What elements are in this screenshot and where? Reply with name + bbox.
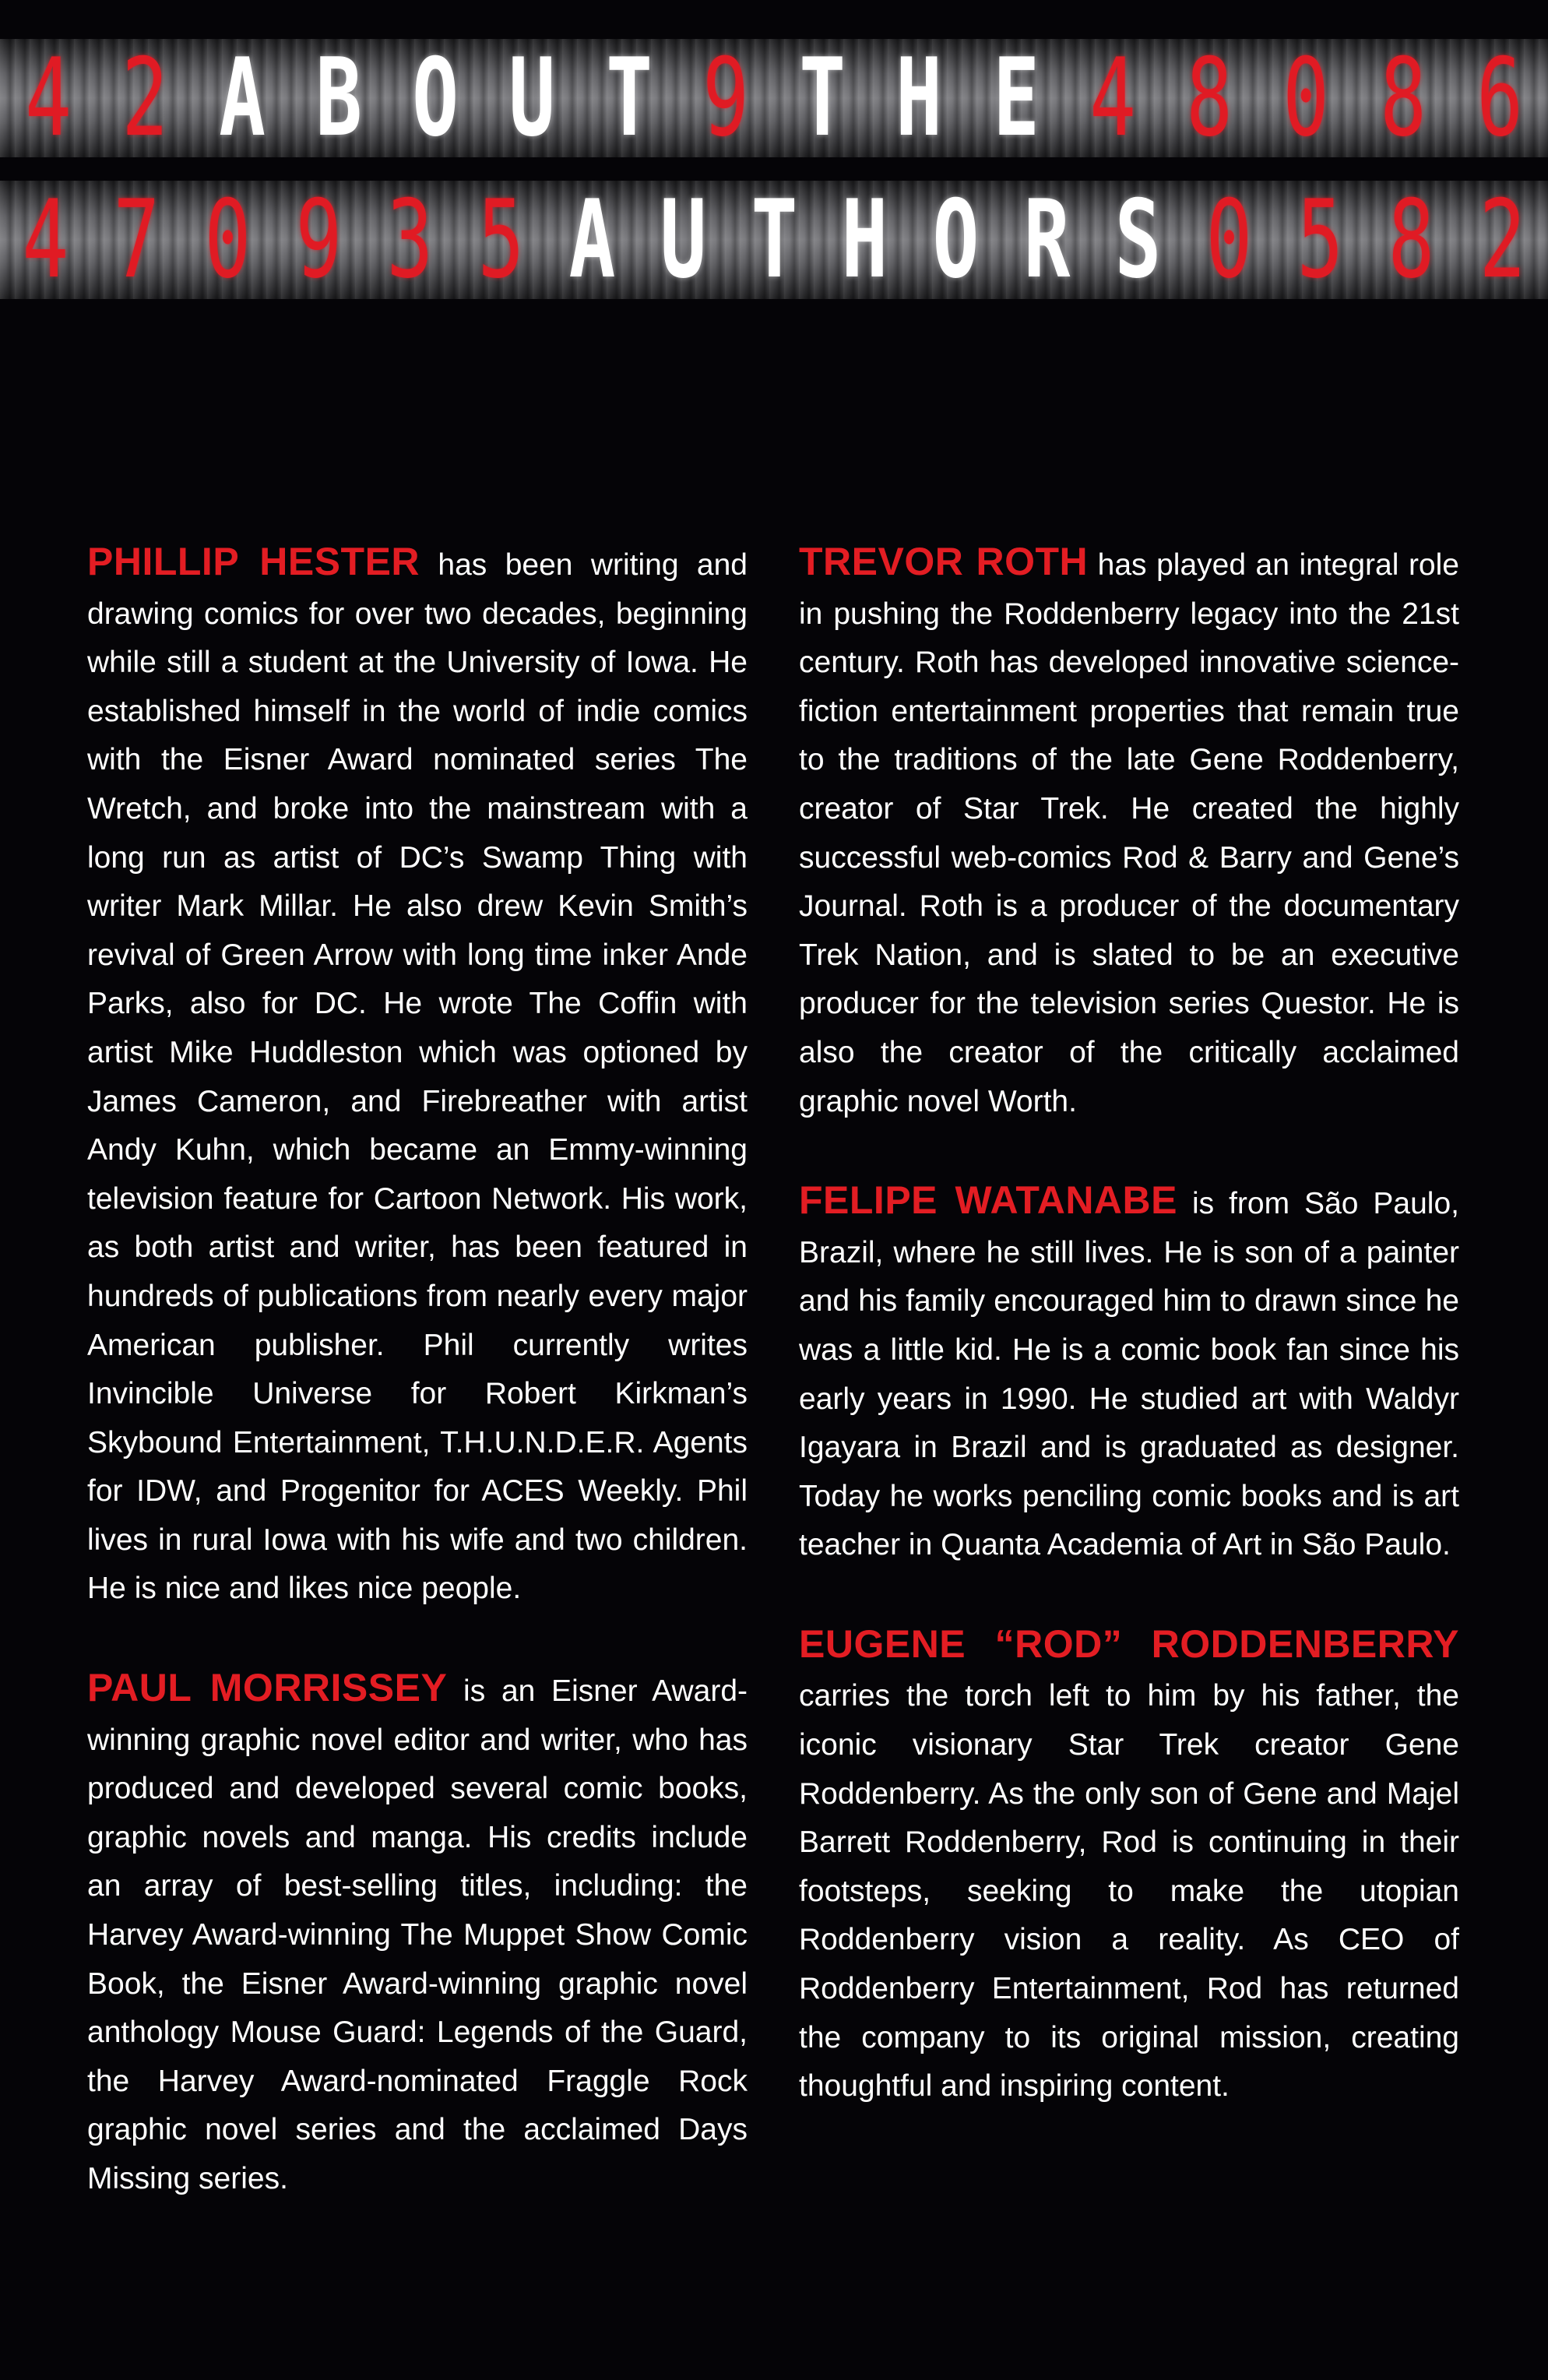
- left-column: [87, 537, 748, 2254]
- bio-phillip-hester: [87, 537, 748, 1614]
- banner-char: 7: [113, 181, 160, 299]
- banner-char: 8: [1379, 39, 1427, 157]
- bio-text: has played an integral role in pushing the Roddenberry legacy into the 21st century. Roth has developed innovative science-fiction entertainment properties that remain true to the traditions of the late Gene Roddenberry, creator of Star Trek. He created the highly successful web-comics Rod & Barry and Gene’s Journal. Roth is a producer of the documentary Trek Nation, and is slated to be an executive producer for the television series Questor. He is also the creator of the critically acclaimed graphic novel Worth.: [799, 548, 1459, 1118]
- banner-row-1-chars: [0, 39, 1548, 157]
- banner-char: T: [605, 39, 653, 157]
- banner-char: 4: [22, 181, 69, 299]
- banner-char: 8: [1388, 181, 1435, 299]
- banner-char: 4: [1089, 39, 1136, 157]
- banner-char: 5: [477, 181, 525, 299]
- title-banner-about-the: [0, 39, 1548, 157]
- title-banner-authors: [0, 181, 1548, 299]
- author-name: FELIPE WATANABE: [799, 1178, 1177, 1223]
- right-column: [799, 537, 1459, 2161]
- banner-char: O: [412, 39, 459, 157]
- banner-char: U: [508, 39, 556, 157]
- bio-eugene-roddenberry: [799, 1620, 1459, 2111]
- banner-row-2-chars: [0, 181, 1548, 299]
- banner-char: 8: [1186, 39, 1233, 157]
- banner-char: E: [992, 39, 1040, 157]
- bio-trevor-roth: [799, 537, 1459, 1126]
- banner-char: T: [751, 181, 797, 299]
- banner-char: 2: [1479, 181, 1526, 299]
- banner-char: 4: [25, 39, 72, 157]
- banner-char: A: [218, 39, 266, 157]
- banner-char: 6: [1476, 39, 1523, 157]
- banner-char: 5: [1296, 181, 1344, 299]
- bio-text: is from São Paulo, Brazil, where he still lives. He is son of a painter and his family encouraged him to drawn since he was a little kid. He is a comic book fan since his early years in 1990. He studied art with Waldyr Igayara in Brazil and is graduated as designer. Today he works penciling comic books and is art teacher in Quanta Academia of Art in São Paulo.: [799, 1187, 1459, 1562]
- banner-char: S: [1114, 181, 1162, 299]
- author-name: PHILLIP HESTER: [87, 540, 420, 583]
- banner-char: 0: [1205, 181, 1253, 299]
- bio-text: is an Eisner Award-winning graphic novel editor and writer, who has produced and developed several comic books, graphic novels and manga. His credits include an array of best-selling titles, including: the Harvey Award-winning The Muppet Show Comic Book, the Eisner Award-winning graphic novel anthology Mouse Guard: Legends of the Guard, the Harvey Award-nominated Fraggle Rock graphic novel series and the acclaimed Days Missing series.: [87, 1674, 748, 2195]
- banner-char: R: [1023, 181, 1071, 299]
- author-name: EUGENE “ROD” RODDENBERRY: [799, 1621, 1459, 1666]
- bio-text: carries the torch left to him by his father, the iconic visionary Star Trek creator Gene Roddenberry. As the only son of Gene and Majel Barrett Roddenberry, Rod is continuing in their footsteps, seeking to make the utopian Roddenberry vision a reality. As CEO of Roddenberry Entertainment, Rod has returned the company to its original mission, creating thoughtful and inspiring content.: [799, 1679, 1459, 2104]
- banner-char: O: [932, 181, 980, 299]
- banner-char: 2: [121, 39, 169, 157]
- author-name: PAUL MORRISSEY: [87, 1666, 448, 1710]
- banner-char: A: [568, 181, 616, 299]
- banner-char: 9: [295, 181, 343, 299]
- banner-char: H: [895, 39, 943, 157]
- banner-char: 0: [204, 181, 252, 299]
- banner-char: 0: [1282, 39, 1330, 157]
- banner-char: U: [660, 181, 706, 299]
- banner-char: T: [799, 39, 846, 157]
- bio-felipe-watanabe: [799, 1176, 1459, 1570]
- banner-char: B: [315, 39, 362, 157]
- banner-char: 9: [702, 39, 749, 157]
- banner-char: 3: [386, 181, 434, 299]
- banner-char: H: [841, 181, 888, 299]
- bio-text: has been writing and drawing comics for over two decades, beginning while still a student at the University of Iowa. He established himself in the world of indie comics with the Eisner Award nominated series The Wretch, and broke into the mainstream with a long run as artist of DC’s Swamp Thing with writer Mark Millar. He also drew Kevin Smith’s revival of Green Arrow with long time inker Ande Parks, also for DC. He wrote The Coffin with artist Mike Huddleston which was optioned by James Cameron, and Firebreather with artist Andy Kuhn, which became an Emmy-winning television feature for Cartoon Network. His work, as both artist and writer, has been featured in hundreds of publications from nearly every major American publisher. Phil currently writes Invincible Universe for Robert Kirkman’s Skybound Entertainment, T.H.U.N.D.E.R. Agents for IDW, and Progenitor for ACES Weekly. Phil lives in rural Iowa with his wife and two children. He is nice and likes nice people.: [87, 548, 748, 1606]
- author-name: TREVOR ROTH: [799, 540, 1089, 583]
- bio-paul-morrissey: [87, 1664, 748, 2204]
